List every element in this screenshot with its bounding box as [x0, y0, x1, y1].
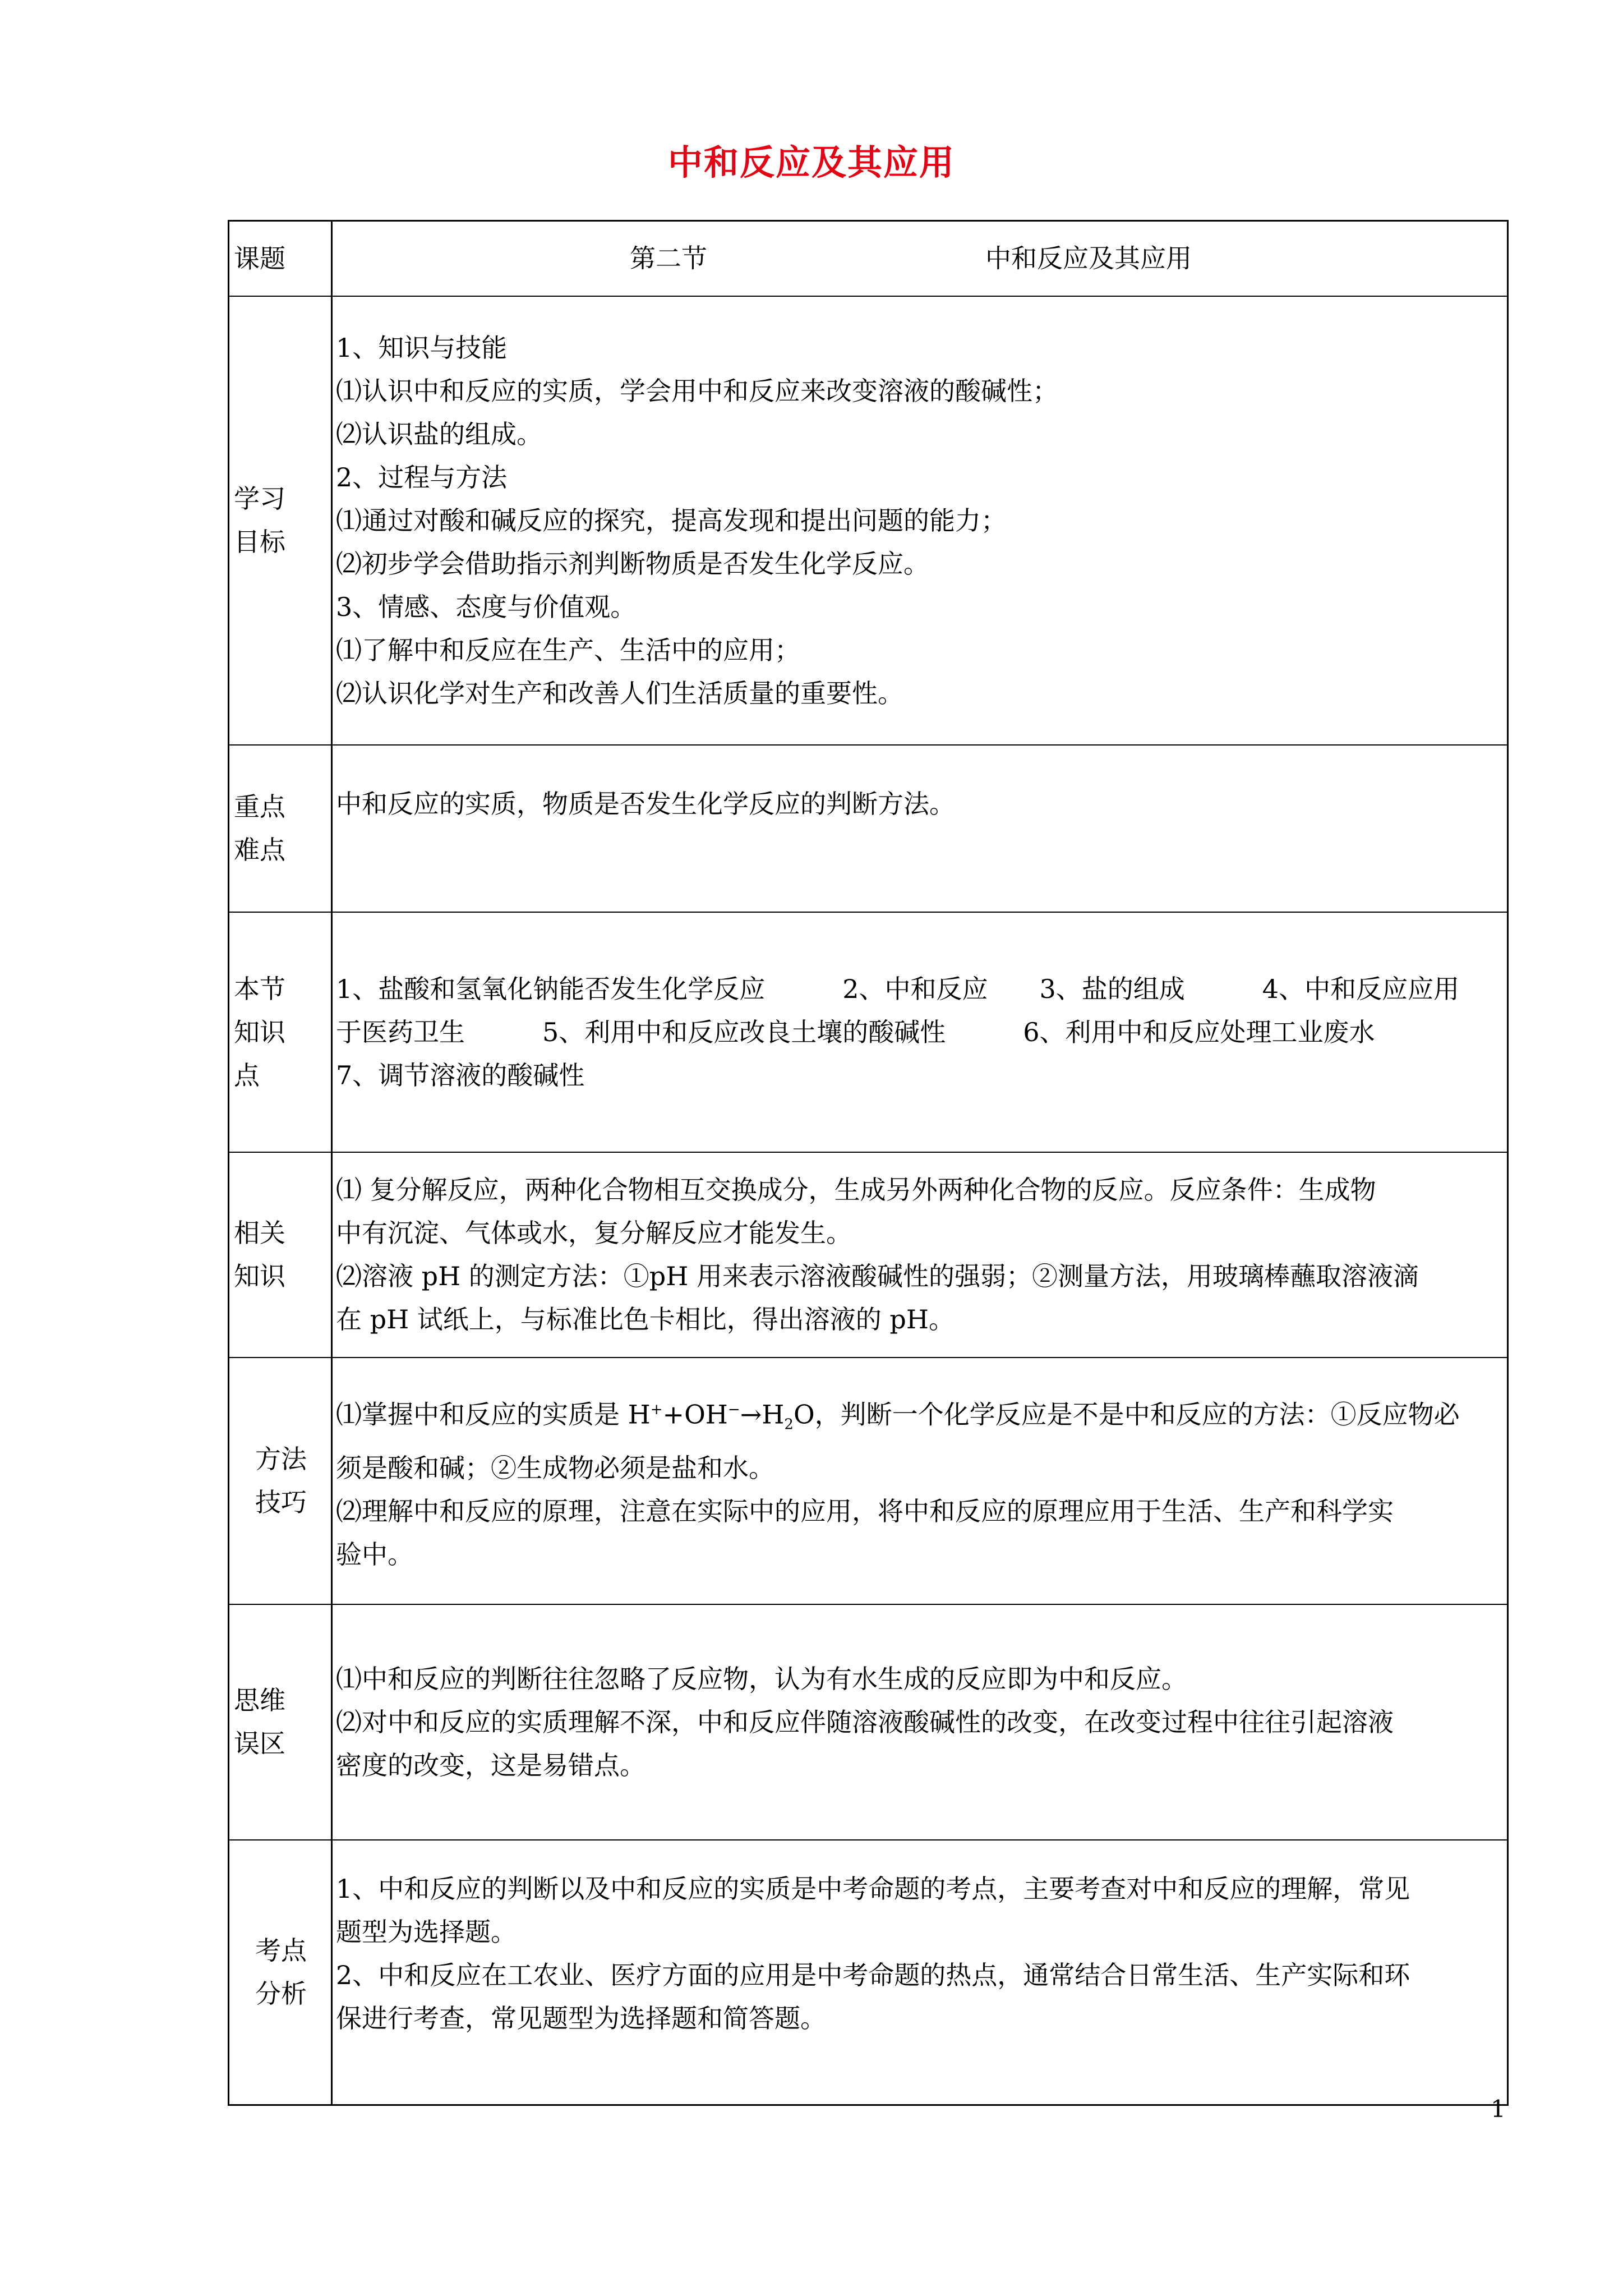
misconceptions-label-line-1: 思维	[234, 1685, 285, 1715]
section-number: 第二节	[630, 243, 707, 274]
objectives-label-line-2: 目标	[234, 527, 285, 557]
objectives-line: 1、知识与技能	[336, 332, 508, 363]
misconceptions-line: ⑵对中和反应的实质理解不深，中和反应伴随溶液酸碱性的改变，在改变过程中往往引起溶液	[336, 1706, 1394, 1737]
methods-content	[333, 1358, 1507, 1604]
knowledge-label-line-3: 点	[234, 1060, 260, 1091]
hydroxide-charge: −	[727, 1401, 740, 1418]
related-knowledge-row	[229, 1152, 1507, 1357]
exam-line: 1、中和反应的判断以及中和反应的实质是中考命题的考点，主要考查对中和反应的理解，常见	[336, 1874, 1410, 1904]
methods-text: +OH	[662, 1399, 728, 1430]
exam-analysis-row	[229, 1839, 1507, 2104]
key-points-row	[229, 744, 1507, 912]
misconceptions-label	[229, 1605, 333, 1839]
methods-line: 验中。	[336, 1539, 413, 1570]
objectives-row	[229, 296, 1507, 744]
topic-label-text: 课题	[234, 243, 285, 274]
methods-label-line-2: 技巧	[255, 1487, 307, 1517]
topic-label	[229, 222, 333, 296]
key-points-label-line-2: 难点	[234, 835, 285, 865]
exam-line: 保进行考查，常见题型为选择题和简答题。	[336, 2003, 826, 2033]
methods-text: →H	[740, 1399, 785, 1430]
related-line: 在 pH 试纸上，与标准比色卡相比，得出溶液的 pH。	[336, 1304, 955, 1335]
misconceptions-content	[333, 1605, 1507, 1839]
methods-label-line-1: 方法	[255, 1444, 307, 1474]
exam-analysis-content	[333, 1841, 1507, 2104]
knowledge-label-line-1: 本节	[234, 973, 285, 1004]
related-line: ⑵溶液 pH 的测定方法：①pH 用来表示溶液酸碱性的强弱；②测量方法，用玻璃棒蘸取溶液滴	[336, 1261, 1419, 1291]
objectives-line: 2、过程与方法	[336, 462, 508, 493]
exam-label-line-2: 分析	[255, 1978, 307, 2009]
lesson-table	[228, 220, 1509, 2106]
related-line: 中有沉淀、气体或水，复分解反应才能发生。	[336, 1218, 852, 1248]
exam-analysis-label	[229, 1841, 333, 2104]
misconceptions-row	[229, 1604, 1507, 1839]
key-points-content	[333, 746, 1507, 912]
knowledge-line: 1、盐酸和氢氧化钠能否发生化学反应 2、中和反应 3、盐的组成 4、中和反应应用	[336, 973, 1460, 1004]
hydrogen-charge: +	[650, 1401, 663, 1418]
related-label-line-1: 相关	[234, 1218, 285, 1248]
objectives-line: ⑵认识化学对生产和改善人们生活质量的重要性。	[336, 678, 903, 708]
related-knowledge-label	[229, 1153, 333, 1357]
objectives-line: ⑴了解中和反应在生产、生活中的应用；	[336, 634, 800, 665]
objectives-content	[333, 297, 1507, 744]
knowledge-line: 7、调节溶液的酸碱性	[336, 1060, 585, 1091]
exam-label-line-1: 考点	[255, 1935, 307, 1966]
methods-row	[229, 1357, 1507, 1604]
related-label-line-2: 知识	[234, 1261, 285, 1291]
page-number: 1	[1491, 2095, 1506, 2123]
objectives-line: 3、情感、态度与价值观。	[336, 591, 637, 622]
objectives-label	[229, 297, 333, 744]
section-name: 中和反应及其应用	[985, 243, 1192, 274]
methods-line: 须是酸和碱；②生成物必须是盐和水。	[336, 1452, 774, 1483]
knowledge-points-label	[229, 913, 333, 1152]
objectives-line: ⑵认识盐的组成。	[336, 418, 542, 449]
topic-content	[333, 222, 1507, 296]
methods-text: O，判断一个化学反应是不是中和反应的方法：①反应物必	[793, 1399, 1460, 1430]
topic-row	[229, 222, 1507, 296]
methods-text: ⑴掌握中和反应的实质是 H	[336, 1399, 651, 1430]
knowledge-points-content	[333, 913, 1507, 1152]
knowledge-points-row	[229, 912, 1507, 1152]
objectives-line: ⑴通过对酸和碱反应的探究，提高发现和提出问题的能力；	[336, 505, 1007, 536]
misconceptions-line: ⑴中和反应的判断往往忽略了反应物，认为有水生成的反应即为中和反应。	[336, 1663, 1187, 1694]
objectives-line: ⑴认识中和反应的实质，学会用中和反应来改变溶液的酸碱性；	[336, 375, 1058, 406]
misconceptions-line: 密度的改变，这是易错点。	[336, 1750, 645, 1780]
knowledge-line: 于医药卫生 5、利用中和反应改良土壤的酸碱性 6、利用中和反应处理工业废水	[336, 1016, 1375, 1047]
key-points-line: 中和反应的实质，物质是否发生化学反应的判断方法。	[336, 789, 955, 819]
methods-label	[229, 1358, 333, 1604]
exam-line: 题型为选择题。	[336, 1917, 517, 1947]
objectives-line: ⑵初步学会借助指示剂判断物质是否发生化学反应。	[336, 548, 929, 579]
methods-formula-line	[336, 1388, 1504, 1447]
key-points-label	[229, 746, 333, 912]
methods-line: ⑵理解中和反应的原理，注意在实际中的应用，将中和反应的原理应用于生活、生产和科学实	[336, 1496, 1394, 1526]
misconceptions-label-line-2: 误区	[234, 1728, 285, 1759]
exam-line: 2、中和反应在工农业、医疗方面的应用是中考命题的热点，通常结合日常生活、生产实际和环	[336, 1960, 1410, 1990]
related-knowledge-content	[333, 1153, 1507, 1357]
objectives-label-line-1: 学习	[234, 484, 285, 514]
water-subscript: 2	[784, 1416, 794, 1433]
document-title: 中和反应及其应用	[667, 142, 955, 183]
knowledge-label-line-2: 知识	[234, 1016, 285, 1047]
related-line: ⑴ 复分解反应，两种化合物相互交换成分，生成另外两种化合物的反应。反应条件：生成物	[336, 1175, 1376, 1205]
key-points-label-line-1: 重点	[234, 792, 285, 822]
